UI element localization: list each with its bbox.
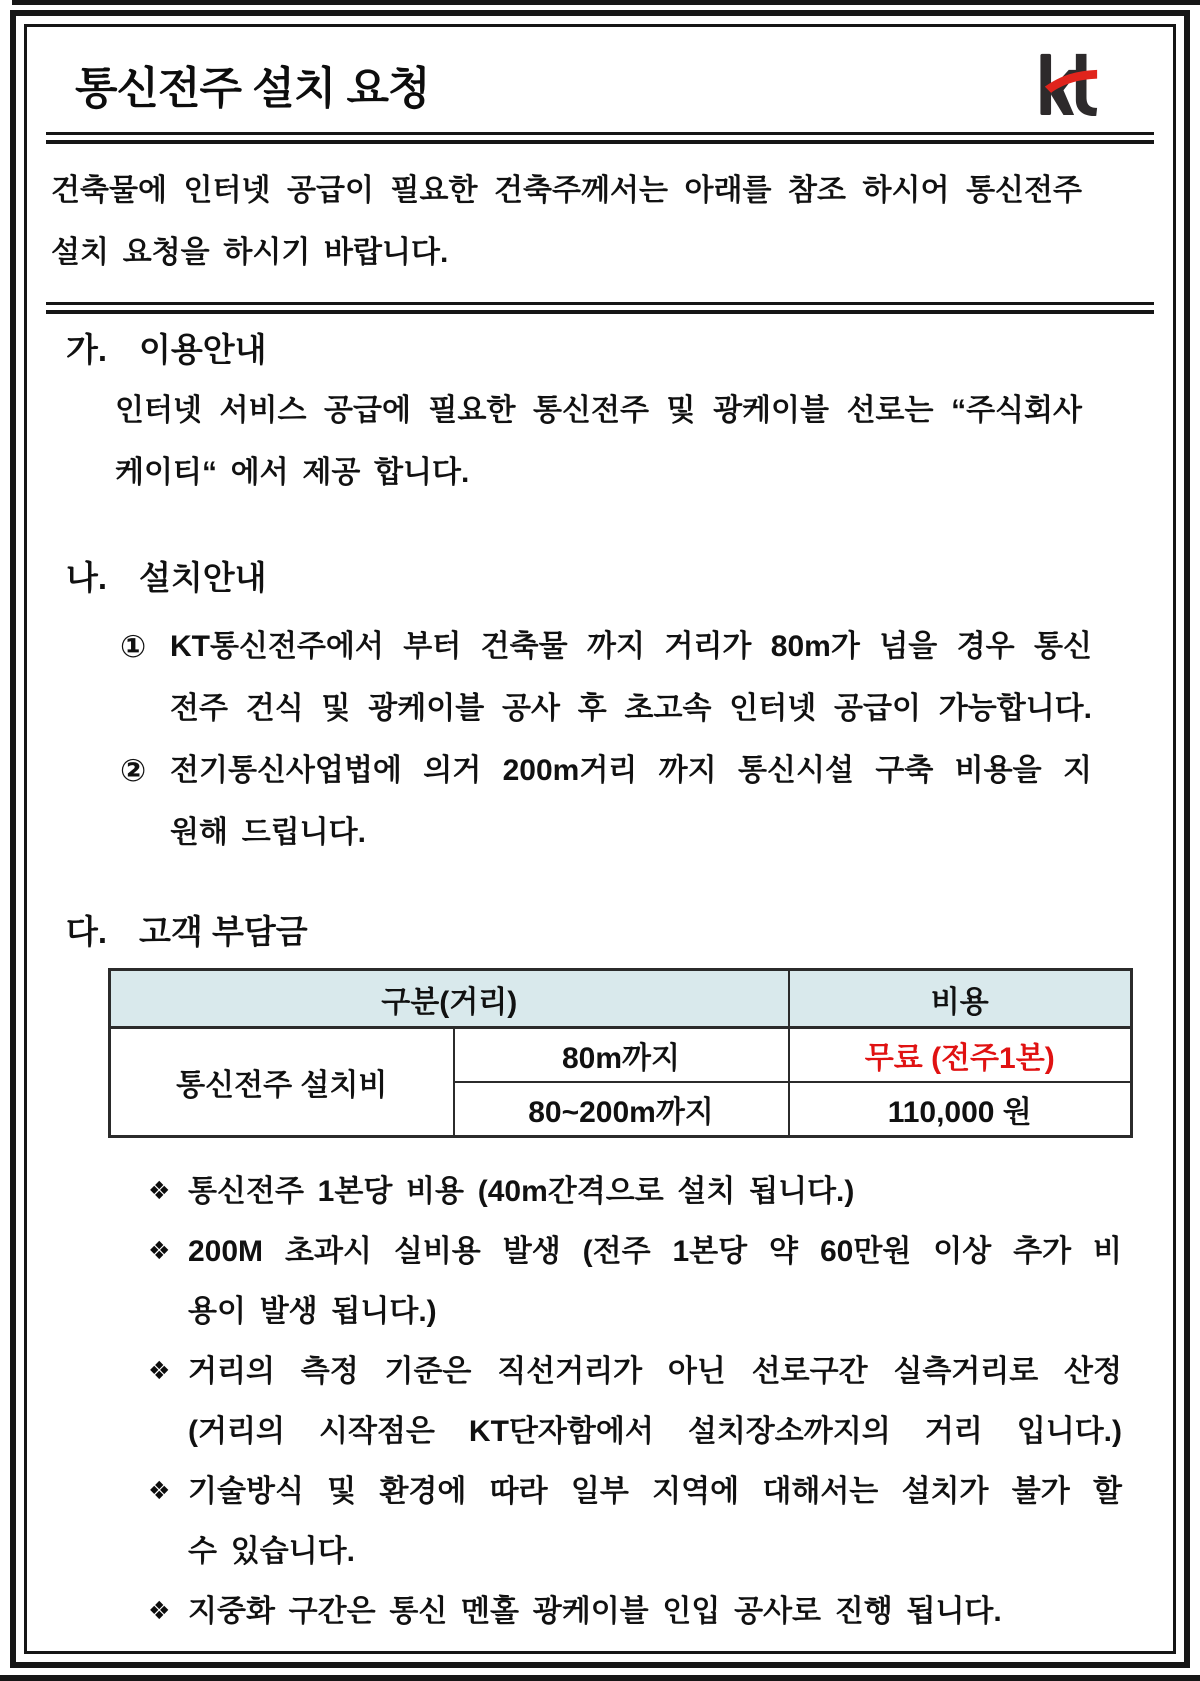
- guide-line: KT통신전주에서 부터 건축물 까지 거리가 80m가 넘을 경우 통신: [170, 630, 1092, 663]
- cell-cost: 110,000 원: [789, 1082, 1132, 1137]
- circled-number-1-icon: ①: [120, 629, 147, 664]
- note-line: (거리의 시작점은 KT단자함에서 설치장소까지의 거리 입니다.): [188, 1415, 1122, 1448]
- section-a-heading: [30, 320, 1170, 380]
- guide-line: 전기통신사업법에 의거 200m거리 까지 통신시설 구축 비용을 지: [170, 754, 1092, 787]
- note-line: 지중화 구간은 통신 멘홀 광케이블 인입 공사로 진행 됩니다.: [188, 1595, 1002, 1628]
- section-a-line: 케이티“ 에서 제공 합니다.: [115, 456, 470, 489]
- guide-line: 원해 드립니다.: [170, 816, 366, 849]
- section-a-line: 인터넷 서비스 공급에 필요한 통신전주 및 광케이블 선로는 “주식회사: [115, 394, 1082, 427]
- note-line: 용이 발생 됩니다.): [188, 1295, 437, 1328]
- diamond-bullet-icon: ❖: [148, 1357, 171, 1385]
- table-row: [110, 1028, 1132, 1083]
- note-line: 수 있습니다.: [188, 1535, 355, 1568]
- section-b-heading: [30, 548, 1170, 608]
- scan-artifact-top: [12, 0, 1200, 5]
- section-b-label: 나.: [66, 559, 108, 596]
- list-item: [120, 740, 1092, 864]
- table-header-row: [110, 970, 1132, 1028]
- customer-cost-table: [108, 968, 1133, 1138]
- list-item: [120, 616, 1092, 740]
- diamond-bullet-icon: ❖: [148, 1477, 171, 1505]
- page-title: 통신전주 설치 요청: [75, 64, 430, 113]
- install-guide-list: [30, 616, 1170, 864]
- column-header-cost: 비용: [789, 970, 1132, 1028]
- intro-line: 건축물에 인터넷 공급이 필요한 건축주께서는 아래를 참조 하시어 통신전주: [51, 174, 1082, 207]
- list-item: [148, 1582, 1122, 1642]
- guide-line: 전주 건식 및 광케이블 공사 후 초고속 인터넷 공급이 가능합니다.: [170, 692, 1092, 725]
- section-a-paragraph: [115, 380, 1082, 504]
- diamond-bullet-icon: ❖: [148, 1597, 171, 1625]
- cell-distance: 80m까지: [454, 1028, 789, 1083]
- intro-paragraph: [30, 144, 1170, 302]
- note-line: 거리의 측정 기준은 직선거리가 아닌 선로구간 실측거리로 산정: [188, 1355, 1122, 1388]
- kt-logo-icon: [1036, 45, 1098, 123]
- section-c-heading: [30, 902, 1170, 962]
- note-line: 기술방식 및 환경에 따라 일부 지역에 대해서는 설치가 불가 할: [188, 1475, 1122, 1508]
- section-b-title: 설치안내: [139, 559, 267, 596]
- divider-double-rule-top: [46, 132, 1154, 144]
- list-item: [148, 1222, 1122, 1342]
- note-line: 200M 초과시 실비용 발생 (전주 1본당 약 60만원 이상 추가 비: [188, 1235, 1122, 1268]
- list-item: [148, 1162, 1122, 1222]
- section-c-label: 다.: [66, 913, 108, 950]
- diamond-bullet-icon: ❖: [148, 1237, 171, 1265]
- document-content: [30, 30, 1170, 1648]
- cell-cost-free: 무료 (전주1본): [789, 1028, 1132, 1083]
- scan-artifact-bottom: [0, 1675, 1200, 1681]
- section-a-label: 가.: [66, 331, 108, 368]
- notes-list: [148, 1162, 1122, 1642]
- list-item: [148, 1462, 1122, 1582]
- section-a-title: 이용안내: [139, 331, 267, 368]
- row-label-install-fee: 통신전주 설치비: [110, 1028, 454, 1137]
- note-line: 통신전주 1본당 비용 (40m간격으로 설치 됩니다.): [188, 1175, 855, 1208]
- circled-number-2-icon: ②: [120, 753, 147, 788]
- divider-double-rule-bottom: [46, 302, 1154, 314]
- diamond-bullet-icon: ❖: [148, 1177, 171, 1205]
- document-header: [30, 30, 1170, 132]
- cell-distance: 80~200m까지: [454, 1082, 789, 1137]
- column-header-category: 구분(거리): [110, 970, 789, 1028]
- list-item: [148, 1342, 1122, 1462]
- intro-line: 설치 요청을 하시기 바랍니다.: [51, 236, 449, 269]
- section-c-title: 고객 부담금: [139, 913, 308, 950]
